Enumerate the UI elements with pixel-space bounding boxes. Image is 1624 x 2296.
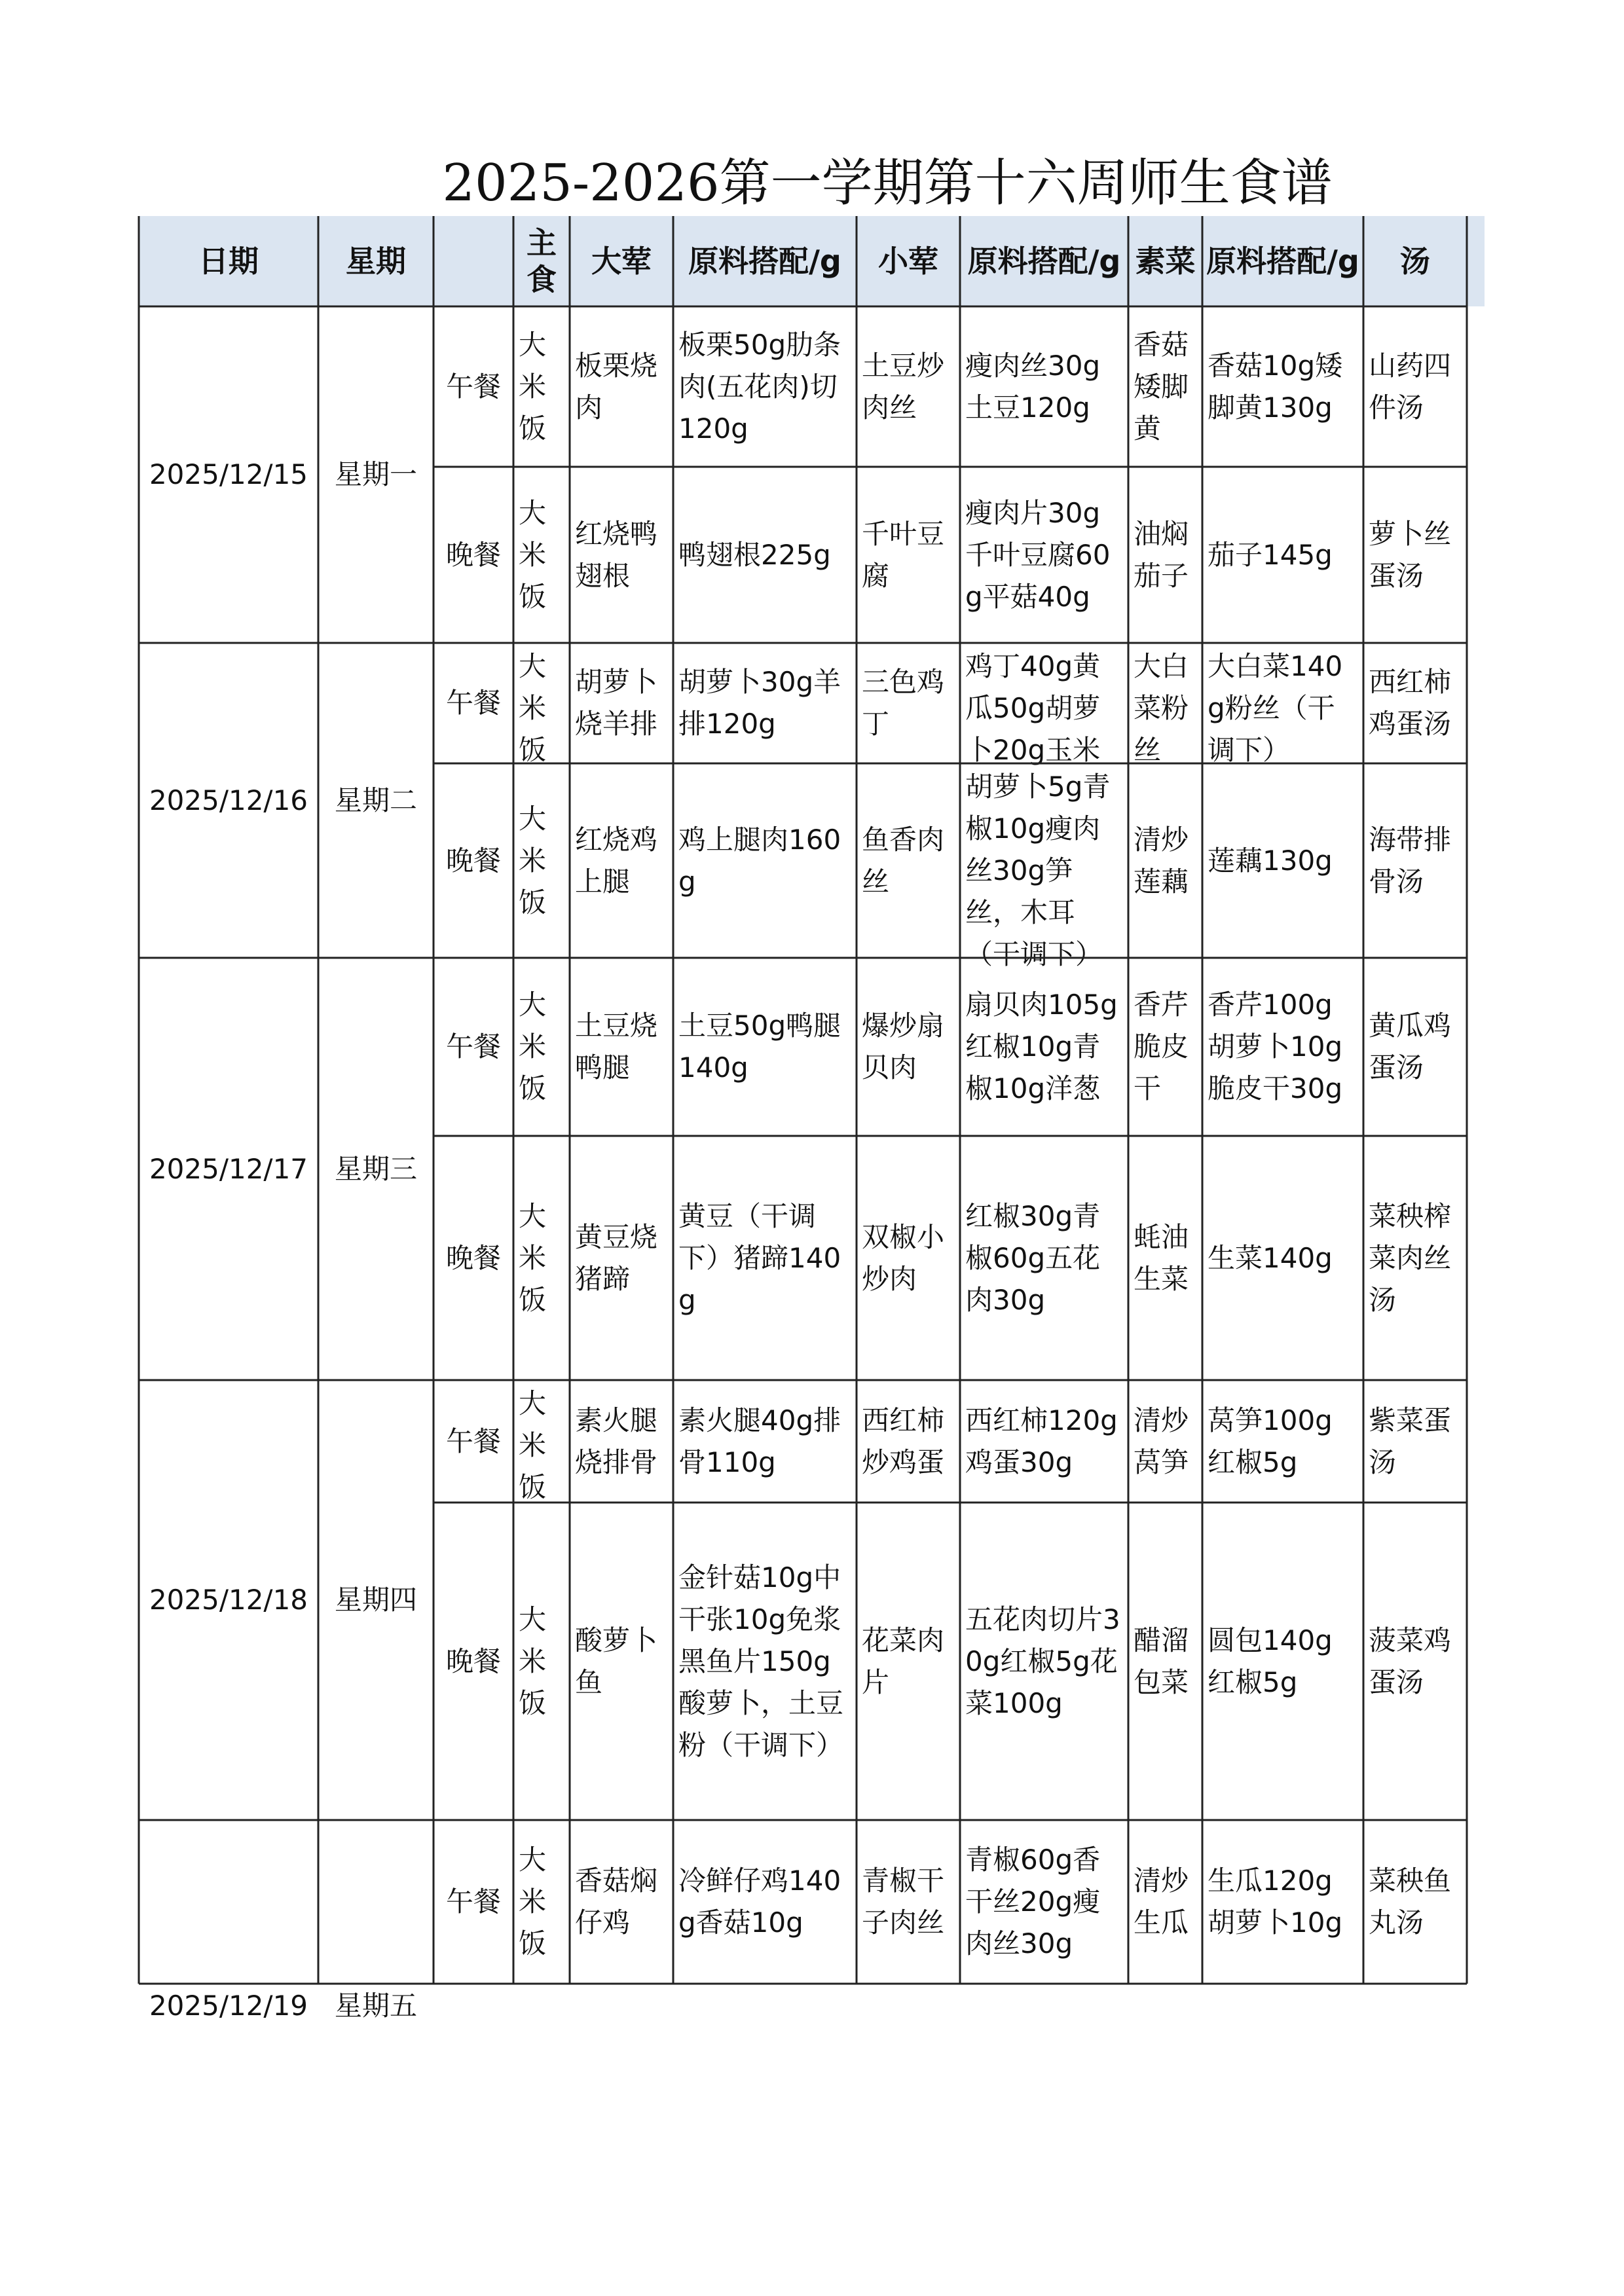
main-dish-cell-text: 酸萝卜鱼 (575, 1624, 658, 1698)
main-dish-cell-text: 香菇焖仔鸡 (575, 1865, 658, 1939)
vegetable-cell-text: 醋溜包菜 (1134, 1624, 1189, 1698)
minor-ingredients-cell-text: 瘦肉丝30g土豆120g (965, 349, 1101, 424)
vegetable-ingredients-cell (1202, 1820, 1363, 1984)
minor-dish-cell (857, 1820, 960, 1984)
header-main-dish: 大荤 (591, 244, 652, 279)
weekday-cell: 星期四 (334, 1584, 417, 1616)
main-ingredients-cell (673, 467, 857, 643)
staple-cell (513, 643, 570, 766)
vegetable-ingredients-cell (1202, 1380, 1363, 1503)
main-dish-cell-text: 素火腿烧排骨 (575, 1404, 658, 1478)
vegetable-ingredients-cell (1202, 958, 1363, 1136)
minor-dish-cell (857, 467, 960, 643)
main-ingredients-cell-text: 土豆50g鸭腿140g (678, 1010, 841, 1084)
main-dish-cell (570, 1136, 673, 1380)
minor-dish-cell-text: 千叶豆腐 (862, 517, 945, 592)
staple-cell-text: 大米饭 (519, 802, 547, 919)
minor-ingredients-cell-text: 瘦肉片30g千叶豆腐60g平菇40g (965, 496, 1111, 613)
header-main-ingredients: 原料搭配/g (688, 244, 841, 279)
main-ingredients-cell-text: 鸡上腿肉160g (678, 823, 841, 898)
main-ingredients-cell (673, 1503, 857, 1820)
header-soup: 汤 (1400, 244, 1430, 279)
main-dish-cell (570, 1503, 673, 1820)
vegetable-cell (1128, 1503, 1202, 1820)
main-ingredients-cell (673, 1380, 857, 1503)
main-dish-cell-text: 红烧鸡上腿 (575, 823, 658, 898)
page-title: 2025-2026第一学期第十六周师生食谱 (442, 154, 1333, 213)
main-dish-cell (570, 467, 673, 643)
minor-ingredients-cell (960, 763, 1128, 970)
meal-label: 午餐 (445, 1030, 501, 1063)
main-ingredients-cell (673, 643, 857, 763)
minor-dish-cell-text: 土豆炒肉丝 (862, 349, 945, 424)
main-dish-cell-text: 土豆烧鸭腿 (575, 1010, 658, 1084)
main-ingredients-cell-text: 黄豆（干调下）猪蹄140g (678, 1199, 841, 1316)
minor-ingredients-cell (960, 1380, 1128, 1503)
main-dish-cell (570, 306, 673, 467)
vegetable-cell (1128, 958, 1202, 1136)
meal-label: 午餐 (445, 1425, 501, 1457)
soup-cell (1363, 1380, 1467, 1503)
vegetable-ingredients-cell (1202, 643, 1363, 766)
meal-label: 晚餐 (445, 844, 501, 877)
main-ingredients-cell-text: 胡萝卜30g羊排120g (678, 666, 841, 740)
minor-dish-cell (857, 643, 960, 763)
main-dish-cell-text: 红烧鸭翅根 (575, 517, 658, 592)
header-vegetable-ingredients: 原料搭配/g (1206, 244, 1359, 279)
vegetable-cell (1128, 467, 1202, 643)
meal-label: 午餐 (445, 370, 501, 403)
vegetable-ingredients-cell (1202, 306, 1363, 467)
minor-dish-cell-text: 爆炒扇贝肉 (862, 1010, 945, 1084)
main-ingredients-cell-text: 金针菇10g中干张10g免浆黑鱼片150g酸萝卜，土豆粉（干调下） (678, 1561, 844, 1761)
date-cell: 2025/12/17 (149, 1152, 308, 1185)
minor-ingredients-cell (960, 643, 1128, 766)
minor-dish-cell (857, 1503, 960, 1820)
staple-cell (513, 1503, 570, 1820)
minor-dish-cell-text: 西红柿炒鸡蛋 (862, 1404, 945, 1478)
vegetable-cell-text: 油焖茄子 (1134, 517, 1189, 592)
vegetable-cell-text: 清炒莲藕 (1134, 823, 1189, 898)
staple-cell-text: 大米饭 (519, 989, 547, 1104)
staple-cell-text: 大米饭 (519, 1844, 547, 1959)
vegetable-cell (1128, 763, 1202, 958)
header-weekday: 星期 (346, 244, 406, 279)
minor-ingredients-cell (960, 958, 1128, 1136)
minor-ingredients-cell-text: 五花肉切片30g红椒5g花菜100g (965, 1603, 1120, 1719)
soup-cell (1363, 763, 1467, 958)
staple-cell-text: 大米饭 (519, 650, 547, 766)
soup-cell-text: 萝卜丝蛋汤 (1369, 517, 1452, 592)
header-vegetable: 素菜 (1135, 244, 1196, 279)
vegetable-ingredients-cell (1202, 1503, 1363, 1820)
vegetable-cell (1128, 1820, 1202, 1984)
vegetable-cell-text: 蚝油生菜 (1134, 1220, 1189, 1295)
vegetable-cell (1128, 643, 1202, 766)
main-ingredients-cell (673, 958, 857, 1136)
weekday-cell: 星期五 (334, 1990, 417, 2022)
minor-ingredients-cell-text: 胡萝卜5g青椒10g瘦肉丝30g笋丝，木耳（干调下） (965, 771, 1111, 970)
header-staple: 主食 (526, 225, 557, 297)
minor-ingredients-cell (960, 1503, 1128, 1820)
vegetable-ingredients-cell-text: 圆包140g红椒5g (1208, 1624, 1333, 1698)
meal-label: 晚餐 (445, 538, 501, 571)
date-cell: 2025/12/15 (149, 458, 308, 490)
soup-cell (1363, 643, 1467, 763)
date-cell: 2025/12/16 (149, 784, 308, 816)
minor-dish-cell-text: 青椒干子肉丝 (862, 1865, 945, 1939)
soup-cell (1363, 467, 1467, 643)
soup-cell (1363, 1136, 1467, 1380)
main-dish-cell (570, 1380, 673, 1503)
date-cell: 2025/12/19 (149, 1990, 308, 2022)
vegetable-ingredients-cell-text: 生菜140g (1208, 1241, 1333, 1274)
minor-ingredients-cell (960, 1136, 1128, 1380)
minor-ingredients-cell (960, 467, 1128, 643)
main-dish-cell-text: 黄豆烧猪蹄 (575, 1220, 658, 1295)
staple-cell (513, 763, 570, 958)
staple-cell-text: 大米饭 (519, 1199, 547, 1316)
minor-ingredients-cell (960, 1820, 1128, 1984)
main-dish-cell (570, 1820, 673, 1984)
main-ingredients-cell (673, 1136, 857, 1380)
soup-cell-text: 菠菜鸡蛋汤 (1369, 1624, 1452, 1698)
staple-cell-text: 大米饭 (519, 496, 547, 613)
main-ingredients-cell-text: 冷鲜仔鸡140g香菇10g (678, 1865, 841, 1939)
soup-cell-text: 山药四件汤 (1369, 349, 1452, 424)
soup-cell (1363, 958, 1467, 1136)
main-dish-cell-text: 板栗烧肉 (575, 349, 658, 424)
vegetable-ingredients-cell-text: 香芹100g胡萝卜10g脆皮干30g (1208, 989, 1343, 1104)
weekday-cell: 星期一 (334, 458, 417, 490)
minor-dish-cell (857, 1380, 960, 1503)
header-minor-dish: 小荤 (878, 244, 938, 279)
vegetable-cell (1128, 1136, 1202, 1380)
staple-cell (513, 958, 570, 1136)
minor-ingredients-cell-text: 扇贝肉105g红椒10g青椒10g洋葱 (965, 989, 1118, 1104)
meal-label: 午餐 (445, 687, 501, 719)
main-ingredients-cell (673, 763, 857, 958)
staple-cell-text: 大米饭 (519, 1603, 547, 1719)
vegetable-cell-text: 香菇矮脚黄 (1134, 328, 1189, 445)
main-ingredients-cell-text: 素火腿40g排骨110g (678, 1404, 841, 1478)
soup-cell (1363, 1820, 1467, 1984)
minor-ingredients-cell-text: 鸡丁40g黄瓜50g胡萝卜20g玉米 (965, 650, 1101, 766)
vegetable-cell-text: 香芹脆皮干 (1134, 989, 1189, 1104)
main-dish-cell-text: 胡萝卜烧羊排 (575, 666, 658, 740)
staple-cell (513, 1380, 570, 1503)
vegetable-cell-text: 清炒莴笋 (1134, 1404, 1189, 1478)
vegetable-ingredients-cell-text: 莲藕130g (1208, 844, 1333, 877)
header-minor-ingredients: 原料搭配/g (967, 244, 1121, 279)
staple-cell (513, 1136, 570, 1380)
minor-ingredients-cell-text: 西红柿120g鸡蛋30g (965, 1404, 1118, 1478)
vegetable-ingredients-cell-text: 莴笋100g红椒5g (1208, 1404, 1333, 1478)
main-ingredients-cell (673, 306, 857, 467)
minor-dish-cell-text: 三色鸡丁 (862, 666, 945, 740)
staple-cell (513, 306, 570, 467)
meal-label: 晚餐 (445, 1645, 501, 1677)
vegetable-ingredients-cell-text: 香菇10g矮脚黄130g (1208, 349, 1343, 424)
vegetable-cell (1128, 306, 1202, 467)
soup-cell-text: 黄瓜鸡蛋汤 (1369, 1010, 1452, 1084)
minor-dish-cell-text: 双椒小炒肉 (862, 1220, 945, 1295)
minor-dish-cell-text: 鱼香肉丝 (862, 823, 945, 898)
weekday-cell: 星期三 (334, 1152, 417, 1185)
main-dish-cell (570, 958, 673, 1136)
header-meal (434, 216, 513, 306)
soup-cell-text: 海带排骨汤 (1369, 823, 1452, 898)
staple-cell-text: 大米饭 (519, 1387, 547, 1503)
main-dish-cell (570, 643, 673, 763)
staple-cell-text: 大米饭 (519, 328, 547, 445)
vegetable-ingredients-cell-text: 大白菜140g粉丝（干调下） (1208, 650, 1343, 766)
minor-dish-cell (857, 958, 960, 1136)
soup-cell-text: 西红柿鸡蛋汤 (1369, 666, 1452, 740)
vegetable-ingredients-cell (1202, 1136, 1363, 1380)
weekday-cell: 星期二 (334, 784, 417, 816)
vegetable-ingredients-cell-text: 生瓜120g胡萝卜10g (1208, 1865, 1343, 1939)
vegetable-cell-text: 清炒生瓜 (1134, 1865, 1189, 1939)
vegetable-ingredients-cell-text: 茄子145g (1208, 538, 1333, 571)
main-ingredients-cell-text: 鸭翅根225g (678, 538, 831, 571)
soup-cell-text: 菜秧榨菜肉丝汤 (1369, 1199, 1452, 1316)
header-date: 日期 (198, 244, 259, 279)
main-dish-cell (570, 763, 673, 958)
vegetable-cell-text: 大白菜粉丝 (1134, 650, 1189, 766)
minor-dish-cell (857, 1136, 960, 1380)
soup-cell-text: 菜秧鱼丸汤 (1369, 1865, 1452, 1939)
minor-ingredients-cell-text: 青椒60g香干丝20g瘦肉丝30g (965, 1844, 1101, 1959)
vegetable-ingredients-cell (1202, 763, 1363, 958)
soup-cell (1363, 306, 1467, 467)
meal-label: 晚餐 (445, 1241, 501, 1274)
staple-cell (513, 467, 570, 643)
soup-cell (1363, 1503, 1467, 1820)
meal-label: 午餐 (445, 1886, 501, 1918)
vegetable-ingredients-cell (1202, 467, 1363, 643)
main-ingredients-cell-text: 板栗50g肋条肉(五花肉)切120g (678, 328, 841, 445)
soup-cell-text: 紫菜蛋汤 (1369, 1404, 1452, 1478)
staple-cell (513, 1820, 570, 1984)
main-ingredients-cell (673, 1820, 857, 1984)
date-cell: 2025/12/18 (149, 1584, 308, 1616)
minor-dish-cell (857, 763, 960, 958)
minor-ingredients-cell-text: 红椒30g青椒60g五花肉30g (965, 1199, 1101, 1316)
minor-ingredients-cell (960, 306, 1128, 467)
minor-dish-cell-text: 花菜肉片 (862, 1624, 945, 1698)
vegetable-cell (1128, 1380, 1202, 1503)
minor-dish-cell (857, 306, 960, 467)
